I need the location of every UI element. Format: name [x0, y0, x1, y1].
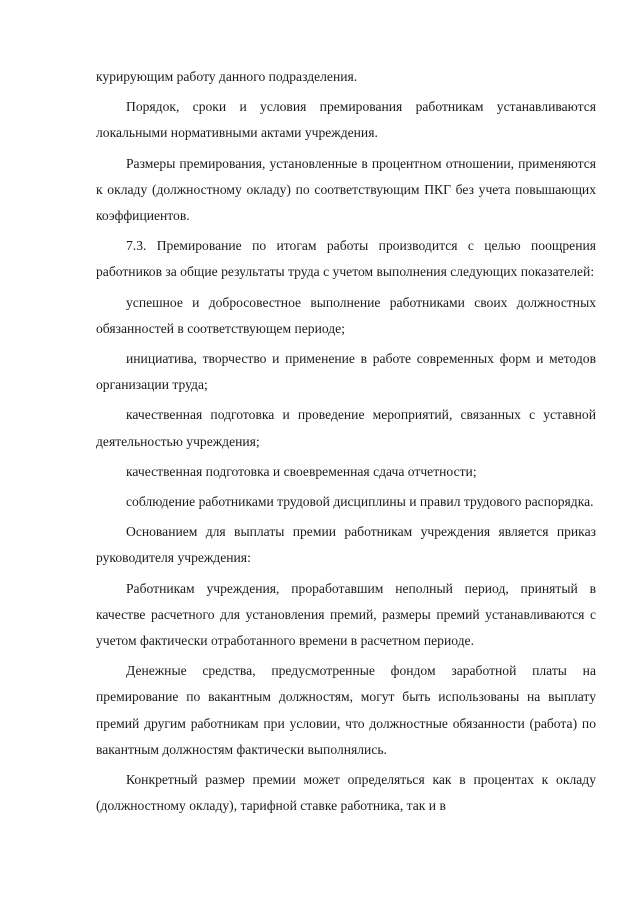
paragraph-partial-period: Работникам учреждения, проработавшим неполный период, принятый в качестве расчетного для установления премий, размеры премий устанавливаются с учетом фактически отработанного времени в расчетном периоде.	[96, 580, 596, 649]
paragraph-section-7-3: 7.3. Премирование по итогам работы производится с целью поощрения работников за общие результаты труда с учетом выполнения следующих показателей:	[96, 238, 596, 280]
paragraph-vacant-funds: Денежные средства, предусмотренные фондом заработной платы на премирование по вакантным должностям, могут быть использованы на выплату премий другим работникам при условии, что должностные обязанности (работа) по вакантным должностям фактически выполнялись.	[96, 663, 596, 757]
paragraph-basis: Основанием для выплаты премии работникам учреждения является приказ руководителя учреждения:	[96, 524, 596, 566]
paragraph-bonus-procedure: Порядок, сроки и условия премирования работникам устанавливаются локальными нормативными актами учреждения.	[96, 99, 596, 141]
paragraph-bonus-sizes: Размеры премирования, установленные в процентном отношении, применяются к окладу (должностному окладу) по соответствующим ПКГ без учета повышающих коэффициентов.	[96, 155, 596, 224]
paragraph-continuation: курирующим работу данного подразделения.	[96, 69, 358, 84]
document-body	[96, 64, 596, 819]
list-item-reporting: качественная подготовка и своевременная сдача отчетности;	[126, 463, 477, 479]
list-item-duties: успешное и добросовестное выполнение работниками своих должностных обязанностей в соответствующем периоде;	[96, 294, 596, 336]
list-item-initiative: инициатива, творчество и применение в работе современных форм и методов организации труда;	[96, 351, 596, 393]
paragraph-specific-size: Конкретный размер премии может определяться как в процентах к окладу (должностному окладу), тарифной ставке работника, так и в	[96, 772, 596, 814]
list-item-events: качественная подготовка и проведение мероприятий, связанных с уставной деятельностью учреждения;	[96, 407, 596, 449]
list-item-discipline: соблюдение работниками трудовой дисциплины и правил трудового распорядка.	[126, 494, 594, 510]
